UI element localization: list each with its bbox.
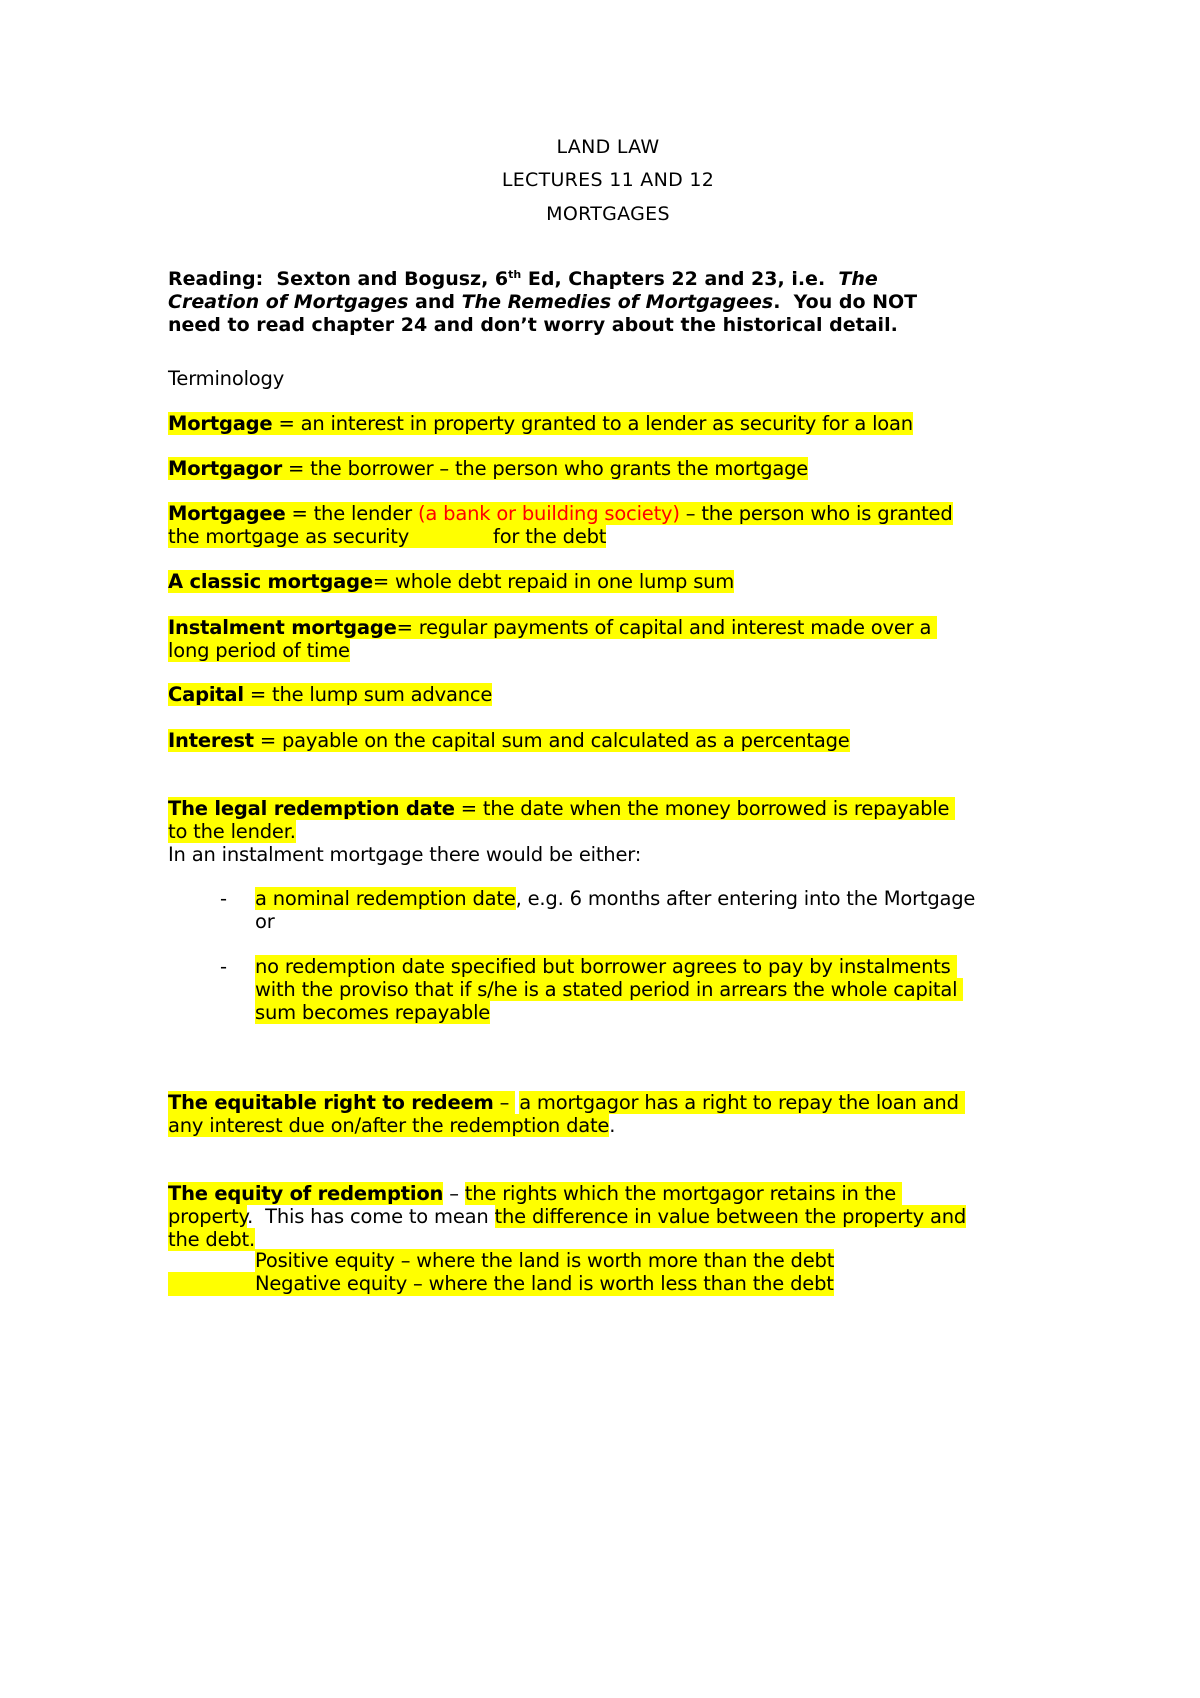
term-definition: property [168, 1205, 248, 1228]
term-definition: = the borrower – the person who grants the mortgage [282, 457, 809, 480]
reading-text: . You do NOT [773, 291, 918, 313]
term-equitable-right-to-redeem [168, 1091, 965, 1115]
term-mortgage [168, 412, 913, 436]
course-title: LAND LAW [556, 136, 660, 158]
reading-line-1 [168, 267, 878, 291]
reading-text: and [408, 291, 462, 313]
term-label: Mortgagor [168, 457, 283, 480]
term-label: The equitable right to redeem [168, 1091, 494, 1114]
term-separator: – [493, 1091, 516, 1114]
bullet-highlight: a nominal redemption date [255, 887, 516, 910]
negative-equity-text: Negative equity – where the land is worth less than the debt [168, 1272, 834, 1296]
term-definition: = payable on the capital sum and calculated as a percentage [253, 729, 850, 752]
term-definition: the rights which the mortgagor retains in the [464, 1182, 903, 1205]
book-title-italic: The [838, 268, 878, 290]
instalment-intro: In an instalment mortgage there would be either: [168, 843, 642, 866]
term-mortgagor [168, 457, 808, 481]
term-label: The equity of redemption [168, 1182, 444, 1205]
term-label: The legal redemption date [168, 797, 455, 820]
negative-equity [168, 1272, 834, 1296]
term-equity-line-2 [168, 1205, 966, 1229]
term-mortgagee-line-2 [168, 525, 606, 549]
term-label: Mortgagee [168, 502, 286, 525]
term-label: A classic mortgage [168, 570, 373, 593]
term-capital [168, 683, 492, 707]
positive-equity [255, 1249, 834, 1273]
term-definition: the debt. [168, 1228, 255, 1251]
term-definition: the difference in value between the property and [494, 1205, 967, 1228]
chapter-title-italic: Creation of Mortgages [168, 291, 409, 313]
bullet-text: no redemption date specified but borrower agrees to pay by instalments [255, 955, 957, 978]
term-definition: a mortgagor has a right to repay the loan and [519, 1091, 965, 1114]
term-classic-mortgage [168, 570, 734, 594]
reading-text: Ed, Chapters 22 and 23, i.e. [521, 268, 839, 290]
term-label: Mortgage [168, 412, 273, 435]
term-interest [168, 729, 850, 753]
term-label: Instalment mortgage [168, 616, 397, 639]
bullet-dash: - [220, 887, 228, 910]
chapter-title-italic: The Remedies of Mortgagees [461, 291, 774, 313]
terminology-heading: Terminology [168, 367, 285, 390]
bullet-nominal-line-2: or [255, 910, 275, 933]
term-definition: = the date when the money borrowed is repayable [454, 797, 956, 820]
term-equity-line-3 [168, 1228, 255, 1252]
reading-text: Reading: Sexton and Bogusz, 6 [168, 268, 509, 290]
edition-superscript: th [508, 268, 522, 281]
term-definition: = the lender [285, 502, 418, 525]
term-definition: = whole debt repaid in one lump sum [372, 570, 735, 593]
term-legal-redemption-line-2 [168, 820, 296, 844]
term-definition: = an interest in property granted to a lender as security for a loan [272, 412, 913, 435]
bullet-dash: - [220, 955, 228, 978]
term-punctuation: . [609, 1114, 616, 1137]
bullet-text: , e.g. 6 months after entering into the Mortgage [515, 887, 976, 910]
bullet-no-redemption-line-3 [255, 1001, 490, 1025]
term-mortgagee [168, 502, 953, 526]
term-definition: to the lender. [168, 820, 296, 843]
term-label: Capital [168, 683, 244, 706]
term-definition: = the lump sum advance [243, 683, 493, 706]
positive-equity-text: Positive equity – where the land is worth more than the debt [255, 1249, 835, 1272]
bullet-no-redemption-line-2 [255, 978, 963, 1002]
term-definition: – the person who is granted [679, 502, 953, 525]
term-definition: the mortgage as security for the debt [168, 525, 607, 548]
bullet-no-redemption-date [255, 955, 957, 979]
term-separator: – [443, 1182, 465, 1205]
term-instalment-mortgage [168, 616, 937, 640]
term-legal-redemption-date [168, 797, 955, 821]
term-instalment-line-2 [168, 639, 350, 663]
term-plain-text: . This has come to mean [247, 1205, 495, 1228]
topic-title: MORTGAGES [546, 203, 670, 225]
bullet-nominal-redemption [255, 887, 975, 911]
term-equitable-right-line-2 [168, 1114, 615, 1138]
red-annotation: (a bank or building society) [417, 502, 680, 525]
term-label: Interest [168, 729, 254, 752]
reading-line-2 [168, 290, 917, 314]
term-definition: any interest due on/after the redemption date [168, 1114, 610, 1137]
bullet-text: sum becomes repayable [255, 1001, 491, 1024]
term-equity-of-redemption [168, 1182, 902, 1206]
term-definition: long period of time [168, 639, 350, 662]
reading-line-3: need to read chapter 24 and don’t worry about the historical detail. [168, 314, 898, 336]
term-definition: = regular payments of capital and interest made over a [396, 616, 938, 639]
bullet-text: with the proviso that if s/he is a stated period in arrears the whole capital [255, 978, 964, 1001]
lecture-title: LECTURES 11 AND 12 [501, 169, 715, 191]
